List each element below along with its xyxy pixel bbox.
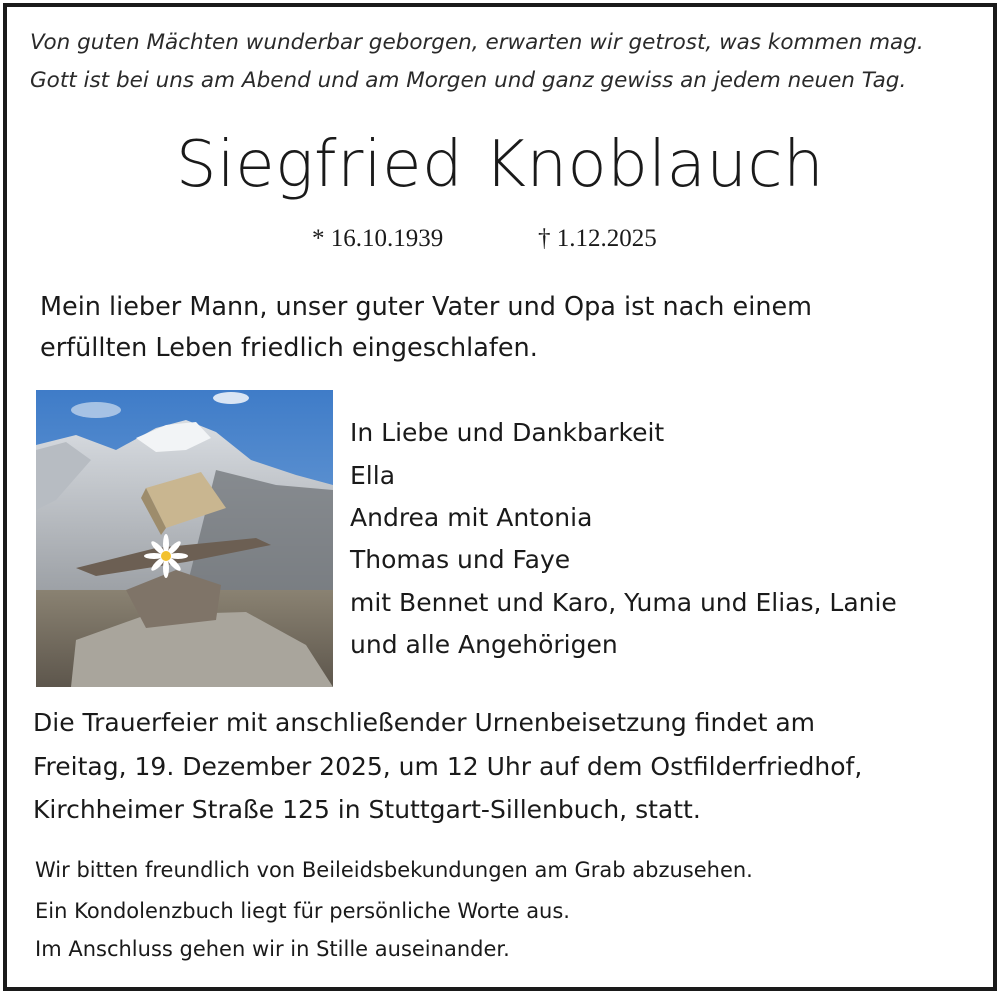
mourner-line-3: Andrea mit Antonia [350,503,593,532]
service-line-3: Kirchheimer Straße 125 in Stuttgart-Sillenbuch, statt. [33,795,701,824]
service-line-1: Die Trauerfeier mit anschließender Urnenbeisetzung findet am [33,708,816,737]
service-line-2: Freitag, 19. Dezember 2025, um 12 Uhr auf dem Ostfilderfriedhof, [33,752,863,781]
stone-cairn-photo [36,390,333,687]
death-date: † 1.12.2025 [538,225,657,252]
intro-line-1: Mein lieber Mann, unser guter Vater und Opa ist nach einem [40,292,813,322]
note-line-2: Ein Kondolenzbuch liegt für persönliche Worte aus. [35,899,570,923]
note-line-1: Wir bitten freundlich von Beileidsbekundungen am Grab abzusehen. [35,858,753,882]
mourner-line-4: Thomas und Faye [350,545,571,574]
note-line-3: Im Anschluss gehen wir in Stille auseinander. [35,937,510,961]
birth-date: * 16.10.1939 [312,225,444,252]
motto-line-2: Gott ist bei uns am Abend und am Morgen und ganz gewiss an jedem neuen Tag. [30,68,907,93]
mourner-line-6: und alle Angehörigen [350,630,618,659]
mourner-line-1: In Liebe und Dankbarkeit [350,418,665,447]
deceased-name: Siegfried Knoblauch [175,128,825,202]
motto-line-1: Von guten Mächten wunderbar geborgen, erwarten wir getrost, was kommen mag. [30,30,924,55]
mourner-line-2: Ella [350,461,396,490]
stone-cairn-with-daisy-photo-icon [36,390,333,687]
mourner-line-5: mit Bennet und Karo, Yuma und Elias, Lanie [350,588,897,617]
intro-line-2: erfüllten Leben friedlich eingeschlafen. [40,333,538,363]
